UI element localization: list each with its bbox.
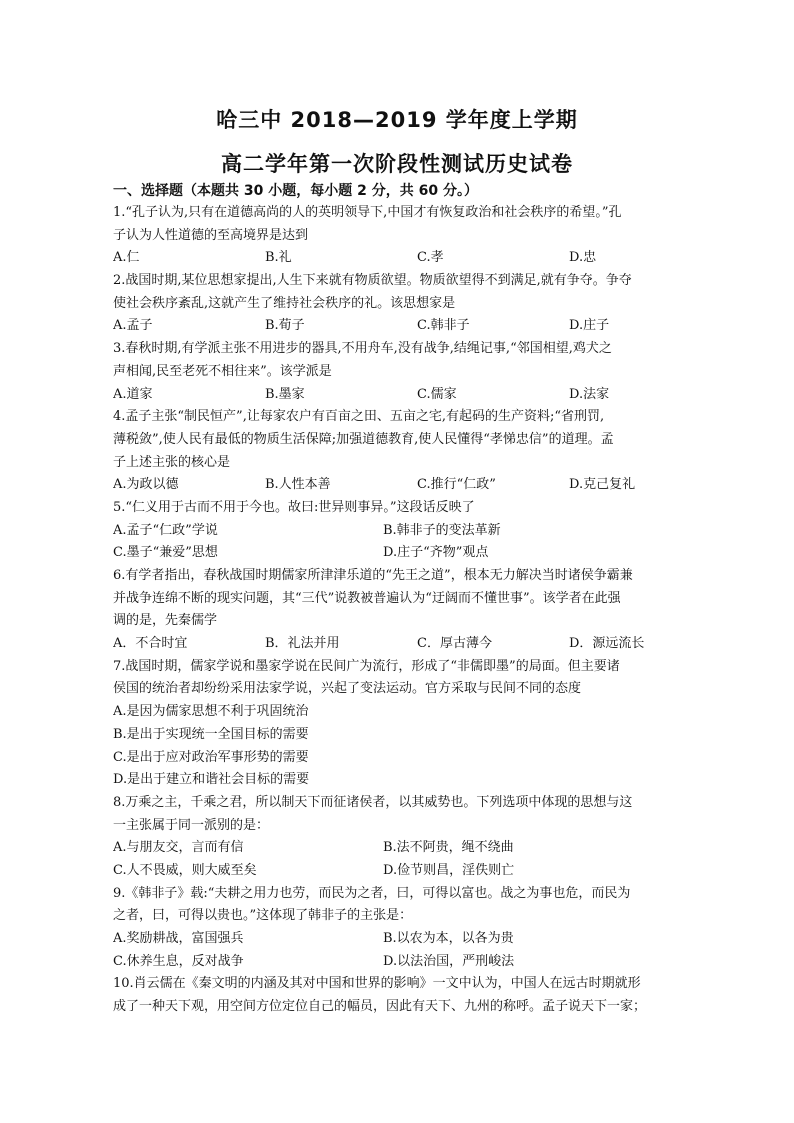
question-stem-line: 薄税敛”,使人民有最低的物质生活保障;加强道德教育,使人民懂得“孝悌忠信”的道理。孟 <box>113 431 614 447</box>
question-stem-line: 使社会秩序紊乱,这就产生了维持社会秩序的礼。该思想家是 <box>113 295 456 311</box>
option-a[interactable]: A.是因为儒家思想不利于巩固统治 <box>113 704 309 720</box>
option-row <box>113 860 688 883</box>
question-stem-line: 1.“孔子认为,只有在道德高尚的人的英明领导下,中国才有恢复政治和社会秩序的希望。”孔 <box>113 205 622 220</box>
section-heading: 一、选择题（本题共 30 小题，每小题 2 分，共 60 分。） <box>113 183 478 199</box>
option-row <box>113 315 688 338</box>
option-a[interactable]: A.奖励耕战，富国强兵 <box>113 931 244 946</box>
exam-title-line1: 哈三中 2018—2019 学年度上学期 <box>216 108 578 132</box>
option-row <box>113 951 688 974</box>
question-stem-line: 6.有学者指出，春秋战国时期儒家所津津乐道的“先王之道”，根本无力解决当时诸侯争霸兼 <box>113 568 633 583</box>
option-b[interactable]: B.荀子 <box>265 318 305 334</box>
option-d[interactable]: D.庄子 <box>569 318 610 334</box>
option-c[interactable]: C.孝 <box>417 250 444 266</box>
option-row <box>113 837 688 860</box>
option-b[interactable]: B.韩非子的变法革新 <box>383 522 501 538</box>
option-row <box>113 542 688 565</box>
option-row <box>113 520 688 543</box>
option-a[interactable]: A.孟子 <box>113 318 153 334</box>
question-stem-line: 10.肖云儒在《秦文明的内涵及其对中国和世界的影响》一文中认为，中国人在远古时期就形 <box>113 976 641 992</box>
option-d[interactable]: D.庄子“齐物”观点 <box>383 545 489 561</box>
question-stem-line: 声相闻,民至老死不相往来”。该学派是 <box>113 363 332 379</box>
question-stem-line: 子上述主张的核心是 <box>113 454 231 470</box>
option-c[interactable]: C.推行“仁政” <box>417 477 496 493</box>
option-d[interactable]: D.克己复礼 <box>569 477 636 493</box>
option-a[interactable]: A.道家 <box>113 386 153 402</box>
option-b[interactable]: B.法不阿贵，绳不绕曲 <box>383 840 514 856</box>
option-d[interactable]: D.是出于建立和谐社会目标的需要 <box>113 772 310 788</box>
option-b[interactable]: B．礼法并用 <box>265 636 340 652</box>
option-c[interactable]: C.休养生息，反对战争 <box>113 953 244 969</box>
option-row <box>113 928 688 951</box>
question-stem-line: 子认为人性道德的至高境界是达到 <box>113 227 309 243</box>
option-c[interactable]: C．厚古薄今 <box>417 636 492 652</box>
exam-title-line2: 高二学年第一次阶段性测试历史试卷 <box>221 152 573 176</box>
question-stem-line: 调的是，先秦儒学 <box>113 613 218 629</box>
option-d[interactable]: D.忠 <box>569 250 597 266</box>
question-stem-line: 成了一种天下观，用空间方位定位自己的幅员，因此有天下、九州的称呼。孟子说天下一家； <box>113 999 647 1015</box>
option-b[interactable]: B.以农为本，以各为贵 <box>383 931 514 946</box>
option-c[interactable]: C.儒家 <box>417 386 457 402</box>
option-c[interactable]: C.墨子“兼爱”思想 <box>113 545 218 561</box>
option-a[interactable]: A.仁 <box>113 250 140 266</box>
option-d[interactable]: D．源远流长 <box>569 636 645 652</box>
option-c[interactable]: C.韩非子 <box>417 318 470 334</box>
question-stem-line: 4.孟子主张“制民恒产”,让每家农户有百亩之田、五亩之宅,有起码的生产资料;“省刑罚, <box>113 409 605 425</box>
option-d[interactable]: D.俭节则昌，淫佚则亡 <box>383 862 515 878</box>
question-stem-line: 之者，曰，可得以贵也。”这体现了韩非子的主张是： <box>113 908 413 924</box>
question-stem-line: 2.战国时期,某位思想家提出,人生下来就有物质欲望。物质欲望得不到满足,就有争夺。争夺 <box>113 273 632 289</box>
option-b[interactable]: B.人性本善 <box>265 477 331 493</box>
question-stem-line: 8.万乘之主，千乘之君，所以制天下而征诸侯者，以其威势也。下列选项中体现的思想与这 <box>113 794 633 810</box>
option-a[interactable]: A．不合时宜 <box>113 636 188 652</box>
option-a[interactable]: A.与朋友交，言而有信 <box>113 840 244 856</box>
option-row <box>113 633 688 656</box>
question-stem-line: 9.《韩非子》载:“夫耕之用力也劳，而民为之者，曰，可得以富也。战之为事也危，而民为 <box>113 885 631 901</box>
question-stem-line: 并战争连绵不断的现实问题，其“三代”说教被普遍认为“迂阔而不懂世事”。该学者在此强 <box>113 590 621 606</box>
question-stem-line: 7.战国时期，儒家学说和墨家学说在民间广为流行，形成了“非儒即墨”的局面。但主要诸 <box>113 658 620 674</box>
question-stem-line: 5.“仁义用于古而不用于今也。故曰:世异则事异。”这段话反映了 <box>113 499 475 515</box>
option-a[interactable]: A.孟子“仁政”学说 <box>113 522 218 538</box>
option-b[interactable]: B.礼 <box>265 250 292 266</box>
option-c[interactable]: C.是出于应对政治军事形势的需要 <box>113 749 309 765</box>
option-c[interactable]: C.人不畏威，则大威至矣 <box>113 862 257 878</box>
option-b[interactable]: B.是出于实现统一全国目标的需要 <box>113 726 309 742</box>
option-a[interactable]: A.为政以德 <box>113 477 179 493</box>
question-stem-line: 一主张属于同一派别的是： <box>113 817 270 833</box>
option-row <box>113 474 688 497</box>
question-list <box>113 202 688 1019</box>
option-row <box>113 247 688 270</box>
question-stem-line: 侯国的统治者却纷纷采用法家学说，兴起了变法运动。官方采取与民间不同的态度 <box>113 681 582 697</box>
option-row <box>113 384 688 407</box>
option-d[interactable]: D.法家 <box>569 386 610 402</box>
option-b[interactable]: B.墨家 <box>265 386 305 402</box>
question-stem-line: 3.春秋时期,有学派主张不用进步的器具,不用舟车,没有战争,结绳记事,“邻国相望,鸡犬之 <box>113 341 612 357</box>
option-d[interactable]: D.以法治国，严刑峻法 <box>383 953 515 969</box>
